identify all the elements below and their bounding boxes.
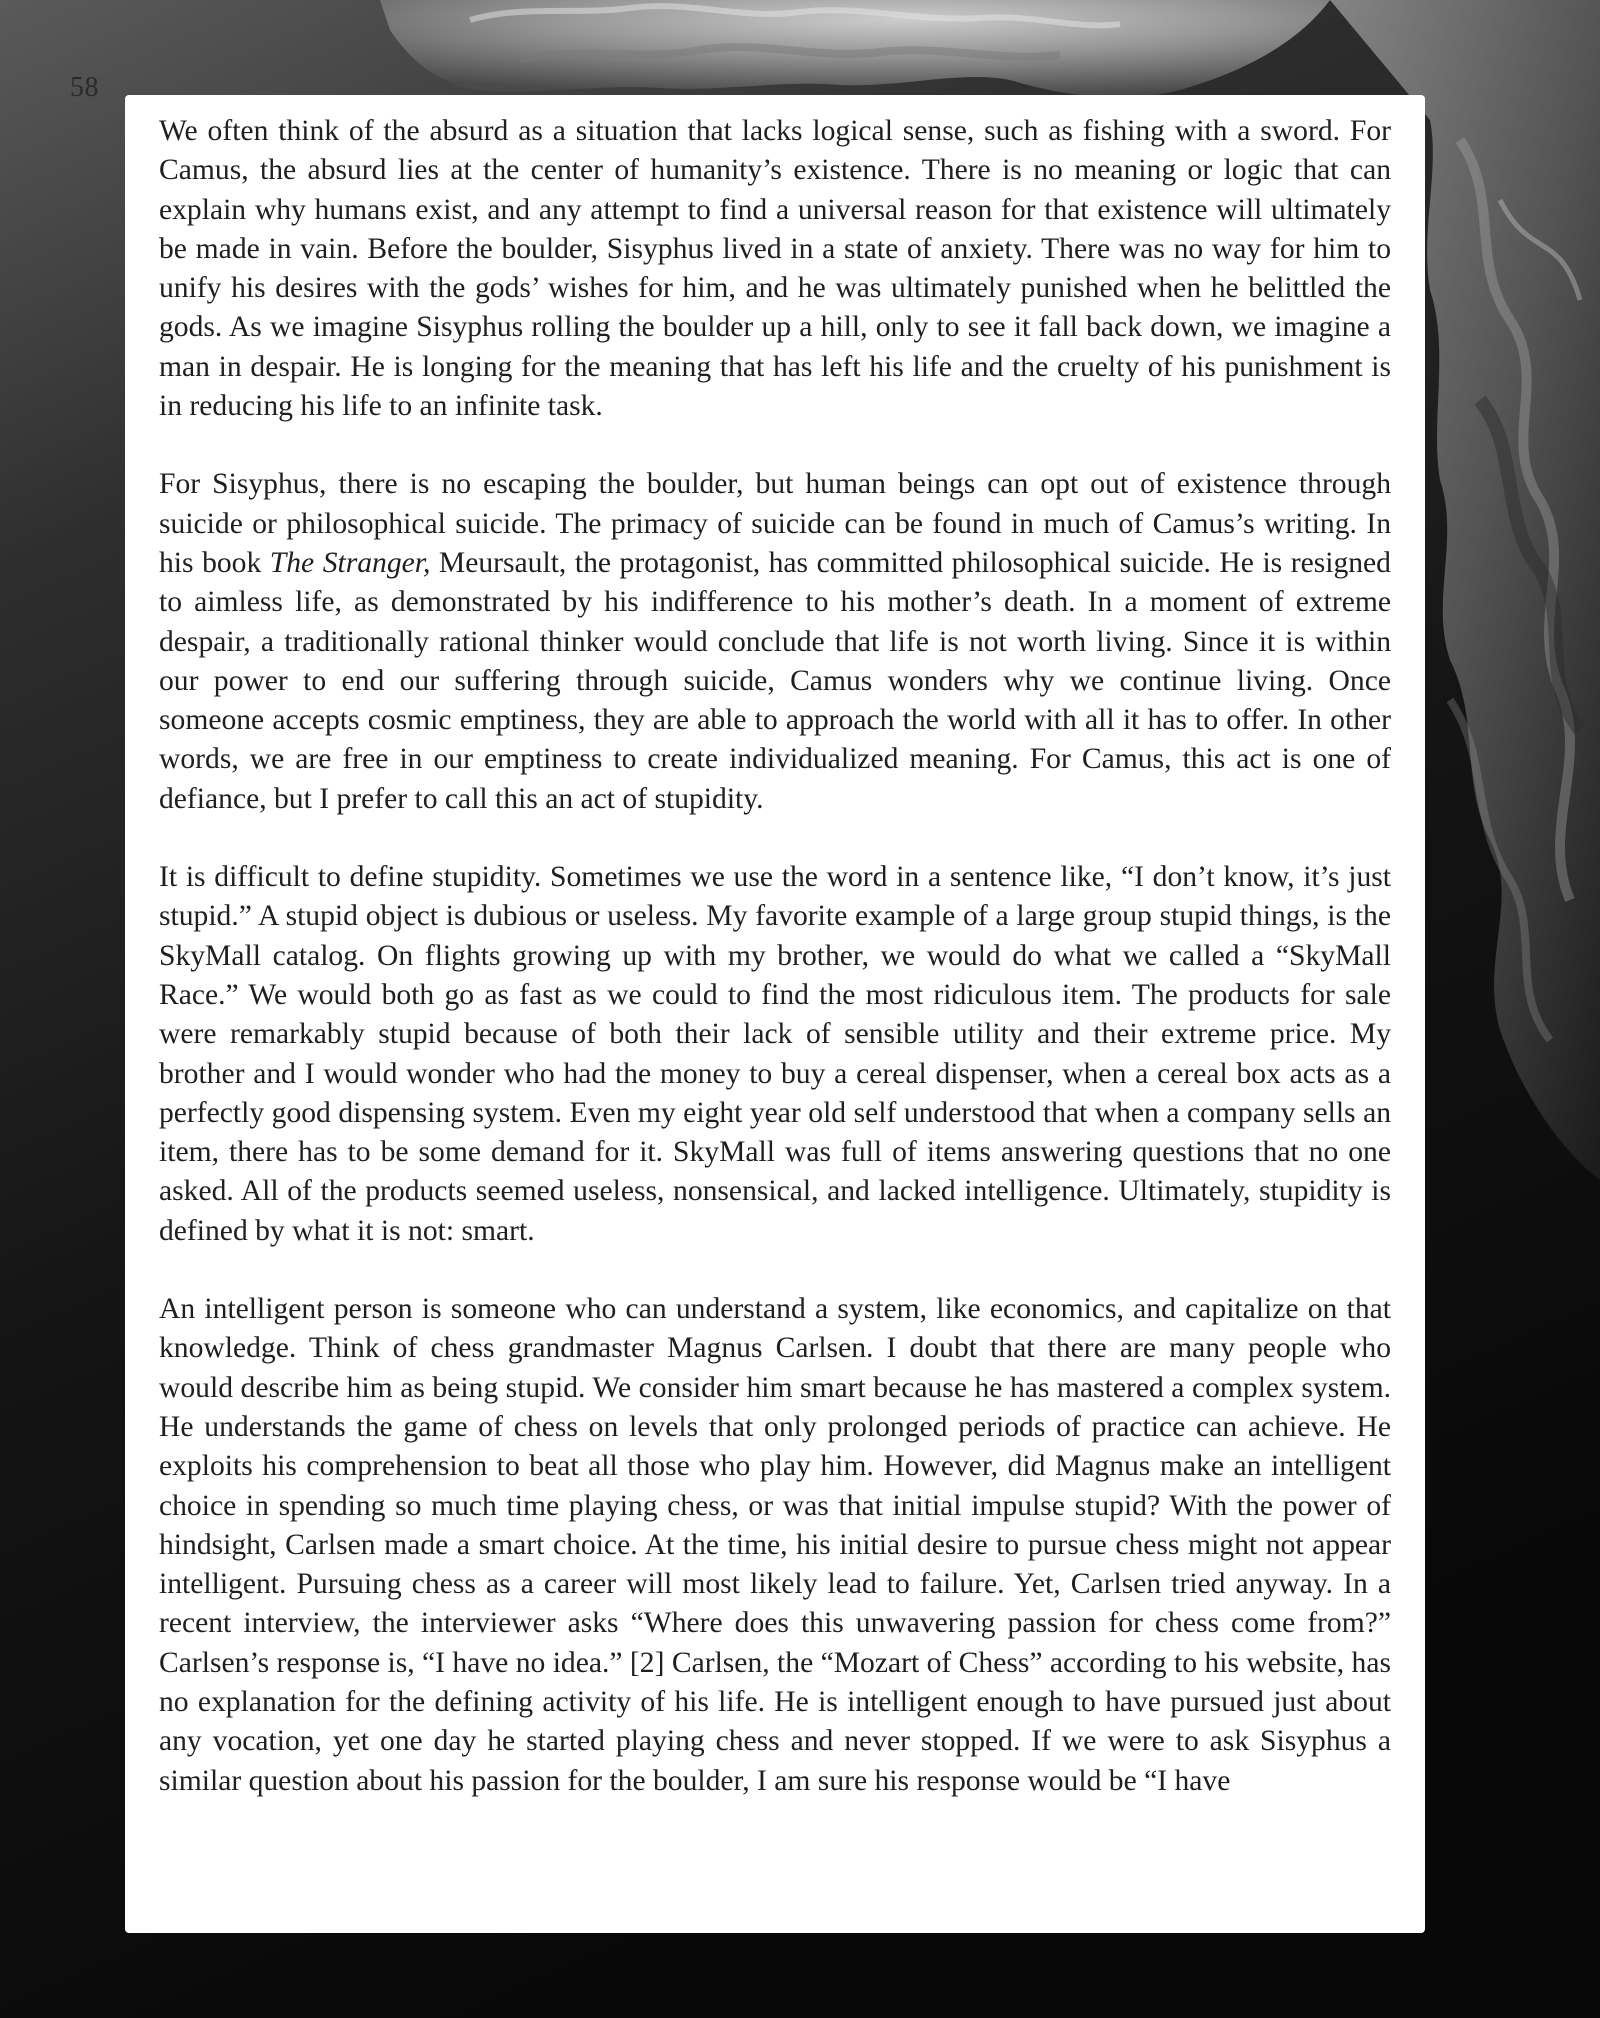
- paragraph-suicide: [159, 465, 1391, 819]
- text-panel: [125, 95, 1425, 1933]
- paragraph-suicide-text-1: For Sisyphus, there is no escaping the boulder, but human beings can opt out of existence through suicide or philosophical suicide. The primacy of suicide can be found in much of Camus’s writing. In his book: [159, 468, 1391, 579]
- book-title-the-stranger: The Stranger,: [269, 546, 431, 579]
- paragraph-absurd: We often think of the absurd as a situation that lacks logical sense, such as fishing with a sword. For Camus, the absurd lies at the center of humanity’s existence. There is no meaning or logic that can explain why humans exist, and any attempt to find a universal reason for that existence will ultimately be made in vain. Before the boulder, Sisyphus lived in a state of anxiety. There was no way for him to unify his desires with the gods’ wishes for him, and he was ultimately punished when he belittled the gods. As we imagine Sisyphus rolling the boulder up a hill, only to see it fall back down, we imagine a man in despair. He is longing for the meaning that has left his life and the cruelty of his punishment is in reducing his life to an infinite task.: [159, 115, 1391, 423]
- paragraph-suicide-text-2: Meursault, the protagonist, has committed philosophical suicide. He is resigned to aimless life, as demonstrated by his indifference to his mother’s death. In a moment of extreme despair, a traditionally rational thinker would conclude that life is not worth living. Since it is within our power to end our suffering through suicide, Camus wonders why we continue living. Once someone accepts cosmic emptiness, they are able to approach the world with all it has to offer. In other words, we are free in our emptiness to create individualized meaning. For Camus, this act is one of defiance, but I prefer to call this an act of stupidity.: [159, 546, 1391, 815]
- paragraph-intelligence: An intelligent person is someone who can understand a system, like economics, and capitalize on that knowledge. Think of chess grandmaster Magnus Carlsen. I doubt that there are many people who would describe him as being stupid. We consider him smart because he has mastered a complex system. He understands the game of chess on levels that only prolonged periods of practice can achieve. He exploits his comprehension to beat all those who play him. However, did Magnus make an intelligent choice in spending so much time playing chess, or was that initial impulse stupid? With the power of hindsight, Carlsen made a smart choice. At the time, his initial desire to pursue chess might not appear intelligent. Pursuing chess as a career will most likely lead to failure. Yet, Carlsen tried anyway. In a recent interview, the interviewer asks “Where does this unwavering passion for chess come from?” Carlsen’s response is, “I have no idea.” [2] Carlsen, the “Mozart of Chess” according to his website, has no explanation for the defining activity of his life. He is intelligent enough to have pursued just about any vocation, yet one day he started playing chess and never stopped. If we were to ask Sisyphus a similar question about his passion for the boulder, I am sure his response would be “I have: [159, 1293, 1391, 1797]
- paragraph-stupidity: It is difficult to define stupidity. Sometimes we use the word in a sentence like, “I don’t know, it’s just stupid.” A stupid object is dubious or useless. My favorite example of a large group stupid things, is the SkyMall catalog. On flights growing up with my brother, we would do what we called a “SkyMall Race.” We would both go as fast as we could to find the most ridiculous item. The products for sale were remarkably stupid because of both their lack of sensible utility and their extreme price. My brother and I would wonder who had the money to buy a cereal dispenser, when a cereal box acts as a perfectly good dispensing system. Even my eight year old self understood that when a company sells an item, there has to be some demand for it. SkyMall was full of items answering questions that no one asked. All of the products seemed useless, nonsensical, and lacked intelligence. Ultimately, stupidity is defined by what it is not: smart.: [159, 861, 1391, 1247]
- page-number: 58: [70, 72, 99, 103]
